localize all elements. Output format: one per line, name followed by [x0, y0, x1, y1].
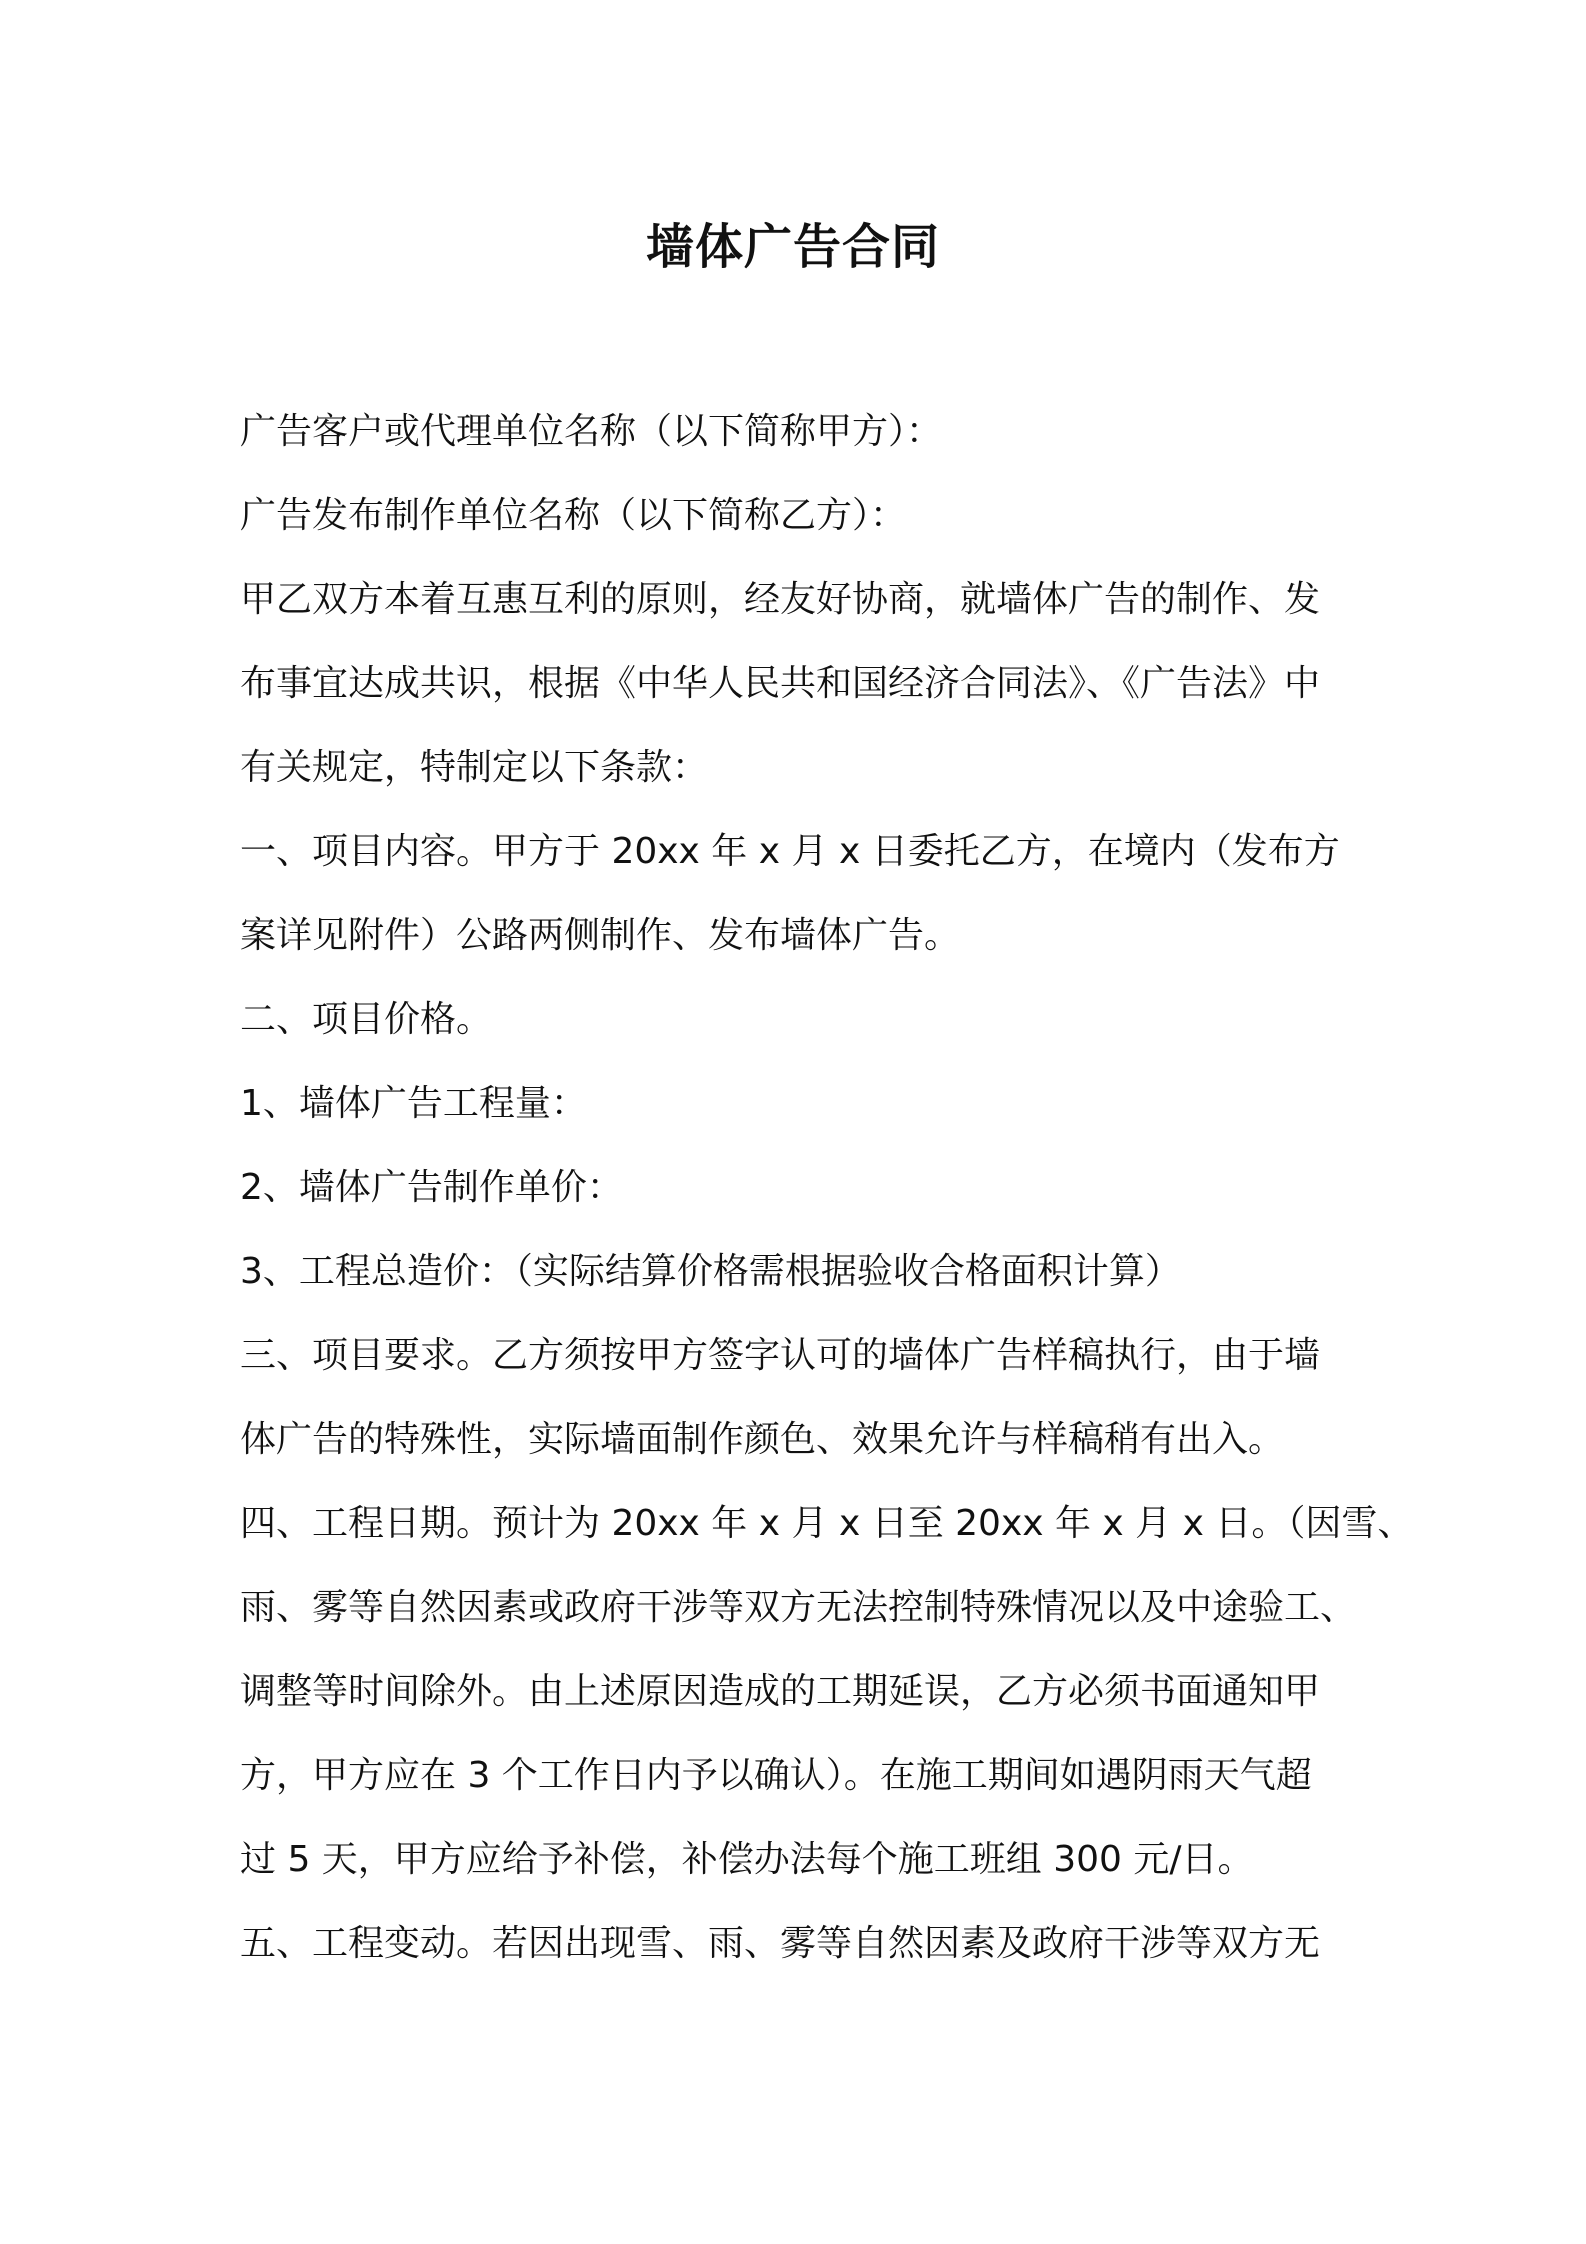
- text-line: 甲乙双方本着互惠互利的原则，经友好协商，就墙体广告的制作、发: [240, 579, 1321, 620]
- text-line: 一、项目内容。甲方于 20xx 年 x 月 x 日委托乙方，在境内（发布方: [240, 831, 1340, 872]
- text-line: 过 5 天，甲方应给予补偿，补偿办法每个施工班组 300 元/日。: [240, 1839, 1254, 1880]
- text-line: 调整等时间除外。由上述原因造成的工期延误，乙方必须书面通知甲: [240, 1671, 1321, 1712]
- text-line: 体广告的特殊性，实际墙面制作颜色、效果允许与样稿稍有出入。: [240, 1419, 1285, 1460]
- text-line: 四、工程日期。预计为 20xx 年 x 月 x 日至 20xx 年 x 月 x 日。（因雪、: [240, 1503, 1414, 1544]
- text-line: 1、墙体广告工程量：: [240, 1083, 587, 1124]
- text-line: 布事宜达成共识，根据《中华人民共和国经济合同法》、《广告法》中: [240, 663, 1321, 704]
- text-line: 2、墙体广告制作单价：: [240, 1167, 623, 1208]
- text-line: 广告客户或代理单位名称（以下简称甲方）：: [240, 411, 943, 452]
- document-title: 墙体广告合同: [645, 219, 940, 275]
- text-line: 二、项目价格。: [240, 999, 493, 1040]
- text-line: 五、工程变动。若因出现雪、雨、雾等自然因素及政府干涉等双方无: [240, 1923, 1321, 1964]
- text-line: 方，甲方应在 3 个工作日内予以确认）。在施工期间如遇阴雨天气超: [240, 1755, 1312, 1796]
- text-line: 有关规定，特制定以下条款：: [240, 747, 709, 788]
- text-line: 雨、雾等自然因素或政府干涉等双方无法控制特殊情况以及中途验工、: [240, 1587, 1357, 1628]
- text-line: 三、项目要求。乙方须按甲方签字认可的墙体广告样稿执行，由于墙: [240, 1335, 1321, 1376]
- text-line: 广告发布制作单位名称（以下简称乙方）：: [240, 495, 907, 536]
- text-line: 案详见附件）公路两侧制作、发布墙体广告。: [240, 915, 961, 956]
- text-line: 3、工程总造价：（实际结算价格需根据验收合格面积计算）: [240, 1251, 1181, 1292]
